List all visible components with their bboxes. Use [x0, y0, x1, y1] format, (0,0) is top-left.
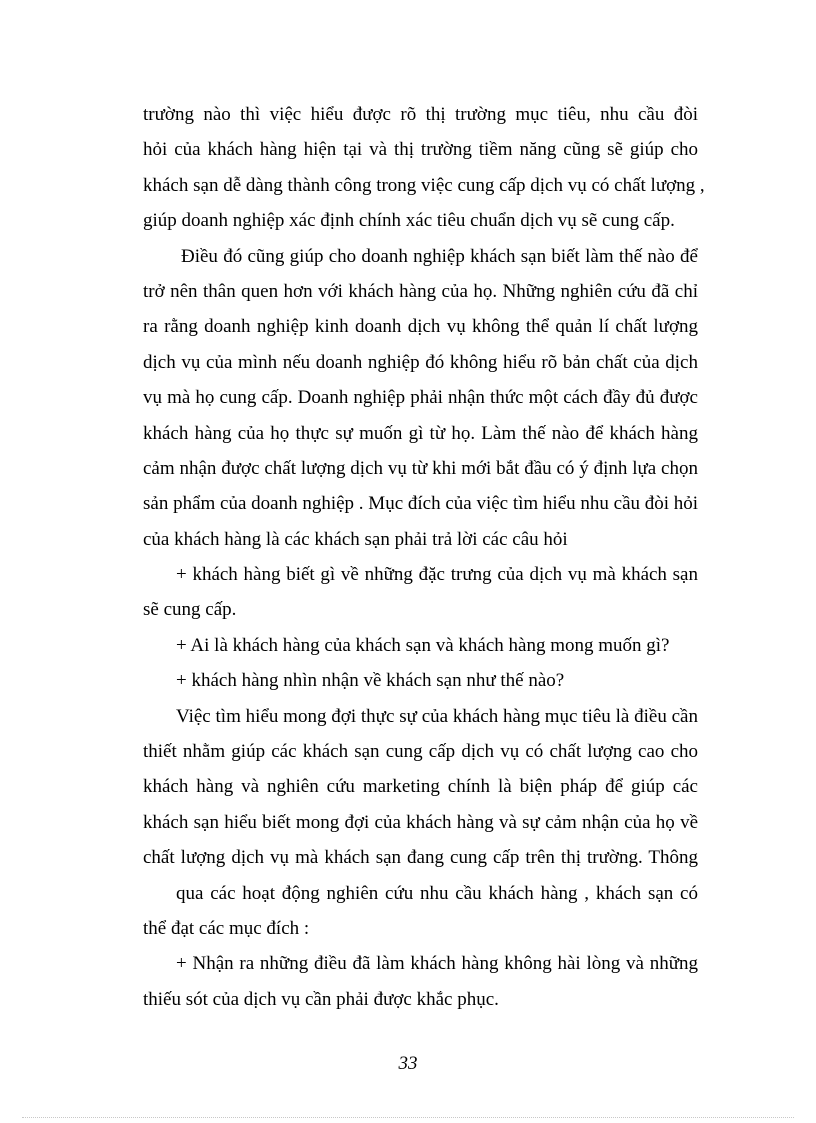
text-line: thiếu sót của dịch vụ cần phải được khắc phục. — [143, 988, 499, 1010]
text-line: hỏi của khách hàng hiện tại và thị trường tiềm năng cũng sẽ giúp cho — [143, 139, 698, 161]
text-line: thiết nhằm giúp các khách sạn cung cấp dịch vụ có chất lượng cao cho — [143, 741, 698, 763]
text-line: + khách hàng nhìn nhận về khách sạn như thế nào? — [176, 670, 565, 692]
text-line: giúp doanh nghiệp xác định chính xác tiêu chuẩn dịch vụ sẽ cung cấp. — [143, 210, 675, 232]
text-line: Việc tìm hiểu mong đợi thực sự của khách hàng mục tiêu là điều cần — [176, 705, 698, 727]
text-line: của khách hàng là các khách sạn phải trả lời các câu hỏi — [143, 528, 568, 550]
text-line: + khách hàng biết gì về những đặc trưng của dịch vụ mà khách sạn — [176, 564, 698, 586]
text-line: + Nhận ra những điều đã làm khách hàng không hài lòng và những — [176, 953, 698, 975]
text-line: sẽ cung cấp. — [143, 599, 237, 621]
text-line: Điều đó cũng giúp cho doanh nghiệp khách sạn biết làm thế nào để — [181, 245, 698, 267]
text-line: trở nên thân quen hơn với khách hàng của họ. Những nghiên cứu đã chỉ — [143, 280, 698, 302]
text-line: vụ mà họ cung cấp. Doanh nghiệp phải nhận thức một cách đầy đủ được — [143, 387, 698, 409]
page-bottom-divider — [22, 1117, 794, 1118]
text-line: thể đạt các mục đích : — [143, 917, 310, 939]
text-line: ra rằng doanh nghiệp kinh doanh dịch vụ không thể quản lí chất lượng — [143, 316, 698, 338]
text-line: khách sạn dễ dàng thành công trong việc cung cấp dịch vụ có chất lượng , — [143, 174, 705, 196]
text-line: dịch vụ của mình nếu doanh nghiệp đó không hiểu rõ bản chất của dịch — [143, 351, 698, 373]
text-line: khách sạn hiểu biết mong đợi của khách hàng và sự cảm nhận của họ về — [143, 811, 698, 833]
text-line: qua các hoạt động nghiên cứu nhu cầu khách hàng , khách sạn có — [176, 882, 698, 904]
text-line: cảm nhận được chất lượng dịch vụ từ khi mới bắt đầu có ý định lựa chọn — [143, 457, 698, 479]
text-line: sản phẩm của doanh nghiệp . Mục đích của việc tìm hiểu nhu cầu đòi hỏi — [143, 493, 699, 515]
text-line: trường nào thì việc hiểu được rõ thị trường mục tiêu, nhu cầu đòi — [143, 104, 698, 125]
text-line: khách hàng và nghiên cứu marketing chính là biện pháp để giúp các — [143, 776, 698, 798]
page-number: 33 — [398, 1053, 418, 1074]
text-line: khách hàng của họ thực sự muốn gì từ họ. Làm thế nào để khách hàng — [143, 422, 698, 444]
text-line: + Ai là khách hàng của khách sạn và khách hàng mong muốn gì? — [176, 634, 670, 656]
text-line: chất lượng dịch vụ mà khách sạn đang cung cấp trên thị trường. Thông — [143, 847, 698, 869]
body-text — [143, 97, 705, 1017]
